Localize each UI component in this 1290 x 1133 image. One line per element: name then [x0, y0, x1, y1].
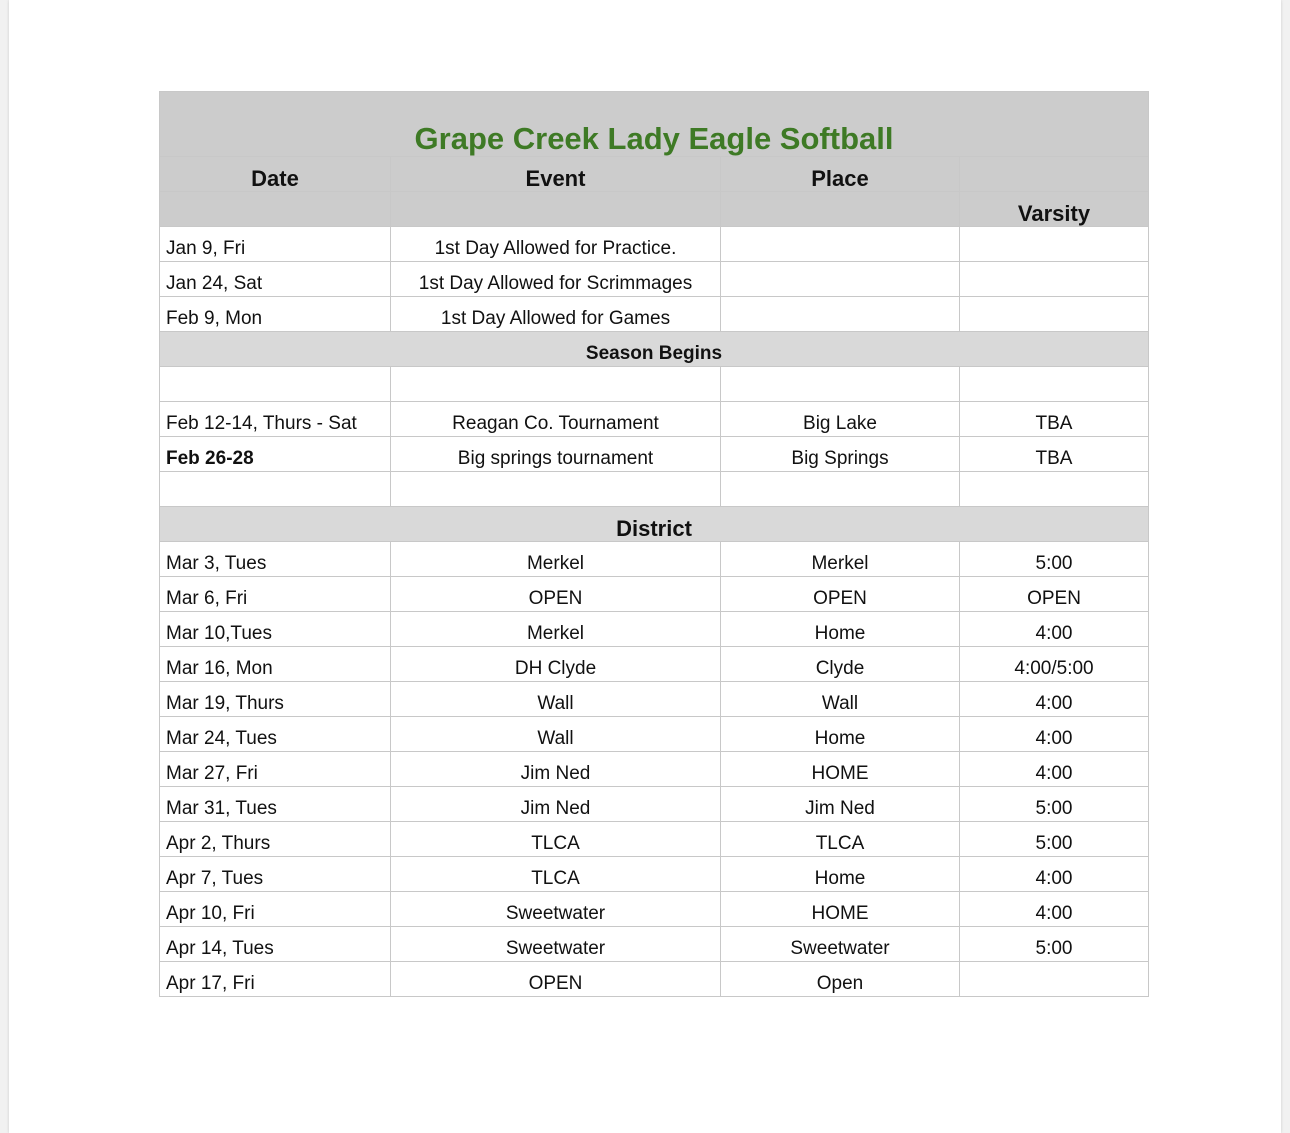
cell-varsity: 5:00 [960, 787, 1149, 822]
cell-varsity: 4:00 [960, 682, 1149, 717]
cell-place: Open [721, 962, 960, 997]
cell-place: Home [721, 717, 960, 752]
cell-event: Merkel [391, 542, 721, 577]
cell-blank [391, 472, 721, 507]
title-row [160, 92, 1149, 157]
section-district: District [160, 507, 1149, 542]
header-date: Date [160, 157, 391, 192]
cell-event: Reagan Co. Tournament [391, 402, 721, 437]
cell-blank [960, 367, 1149, 402]
cell-date: Feb 9, Mon [160, 297, 391, 332]
cell-place: HOME [721, 752, 960, 787]
table-row [160, 542, 1149, 577]
header-row-2 [160, 192, 1149, 227]
cell-varsity: 4:00 [960, 752, 1149, 787]
cell-place: HOME [721, 892, 960, 927]
cell-date: Jan 9, Fri [160, 227, 391, 262]
header-event: Event [391, 157, 721, 192]
cell-date: Feb 12-14, Thurs - Sat [160, 402, 391, 437]
cell-varsity: 4:00 [960, 892, 1149, 927]
cell-place: TLCA [721, 822, 960, 857]
cell-date: Mar 10,Tues [160, 612, 391, 647]
cell-varsity: TBA [960, 437, 1149, 472]
cell-place [721, 297, 960, 332]
cell-event: Merkel [391, 612, 721, 647]
cell-event: TLCA [391, 822, 721, 857]
table-row [160, 227, 1149, 262]
preseason-section [160, 227, 1149, 332]
cell-blank [160, 472, 391, 507]
cell-date: Apr 14, Tues [160, 927, 391, 962]
cell-place: Merkel [721, 542, 960, 577]
table-row [160, 612, 1149, 647]
cell-varsity: 5:00 [960, 822, 1149, 857]
cell-date: Mar 31, Tues [160, 787, 391, 822]
table-row [160, 822, 1149, 857]
header-blank [721, 192, 960, 227]
cell-varsity: 5:00 [960, 927, 1149, 962]
table-row [160, 402, 1149, 437]
table-row [160, 682, 1149, 717]
section-row [160, 332, 1149, 367]
cell-place: Big Lake [721, 402, 960, 437]
cell-varsity [960, 297, 1149, 332]
header-place: Place [721, 157, 960, 192]
table-row [160, 927, 1149, 962]
cell-event: Jim Ned [391, 752, 721, 787]
cell-varsity: OPEN [960, 577, 1149, 612]
cell-date: Apr 17, Fri [160, 962, 391, 997]
cell-event: Jim Ned [391, 787, 721, 822]
header-blank [960, 157, 1149, 192]
cell-event: Wall [391, 682, 721, 717]
blank-row [160, 367, 1149, 402]
cell-place: Sweetwater [721, 927, 960, 962]
cell-event: TLCA [391, 857, 721, 892]
table-row [160, 892, 1149, 927]
cell-date: Apr 10, Fri [160, 892, 391, 927]
tournament-section [160, 402, 1149, 472]
cell-event: Big springs tournament [391, 437, 721, 472]
table-row [160, 647, 1149, 682]
cell-date: Jan 24, Sat [160, 262, 391, 297]
table-row [160, 577, 1149, 612]
cell-varsity: TBA [960, 402, 1149, 437]
cell-event: Wall [391, 717, 721, 752]
section-season-begins: Season Begins [160, 332, 1149, 367]
cell-place: Jim Ned [721, 787, 960, 822]
cell-blank [721, 472, 960, 507]
cell-date: Mar 6, Fri [160, 577, 391, 612]
cell-blank [960, 472, 1149, 507]
cell-varsity: 5:00 [960, 542, 1149, 577]
header-varsity: Varsity [960, 192, 1149, 227]
cell-date: Mar 27, Fri [160, 752, 391, 787]
cell-place [721, 262, 960, 297]
district-section [160, 542, 1149, 997]
cell-date: Feb 26-28 [160, 437, 391, 472]
table-row [160, 717, 1149, 752]
section-row [160, 507, 1149, 542]
cell-date: Mar 24, Tues [160, 717, 391, 752]
schedule-table [159, 91, 1149, 997]
cell-varsity: 4:00/5:00 [960, 647, 1149, 682]
table-row [160, 437, 1149, 472]
cell-event: OPEN [391, 577, 721, 612]
cell-varsity: 4:00 [960, 857, 1149, 892]
cell-event: DH Clyde [391, 647, 721, 682]
cell-event: 1st Day Allowed for Games [391, 297, 721, 332]
cell-varsity: 4:00 [960, 717, 1149, 752]
table-row [160, 262, 1149, 297]
cell-event: Sweetwater [391, 892, 721, 927]
cell-place: Clyde [721, 647, 960, 682]
cell-place: Big Springs [721, 437, 960, 472]
cell-event: 1st Day Allowed for Practice. [391, 227, 721, 262]
table-row [160, 297, 1149, 332]
cell-date: Mar 16, Mon [160, 647, 391, 682]
cell-date: Apr 2, Thurs [160, 822, 391, 857]
table-row [160, 752, 1149, 787]
cell-place: Home [721, 612, 960, 647]
schedule-title: Grape Creek Lady Eagle Softball [160, 92, 1149, 157]
blank-row [160, 472, 1149, 507]
header-blank [391, 192, 721, 227]
header-blank [160, 192, 391, 227]
cell-varsity: 4:00 [960, 612, 1149, 647]
cell-date: Mar 19, Thurs [160, 682, 391, 717]
cell-event: Sweetwater [391, 927, 721, 962]
table-row [160, 787, 1149, 822]
cell-place: OPEN [721, 577, 960, 612]
cell-varsity [960, 262, 1149, 297]
table-row [160, 962, 1149, 997]
cell-date: Mar 3, Tues [160, 542, 391, 577]
table-row [160, 857, 1149, 892]
cell-blank [391, 367, 721, 402]
header-row [160, 157, 1149, 192]
cell-varsity [960, 227, 1149, 262]
cell-varsity [960, 962, 1149, 997]
cell-place: Home [721, 857, 960, 892]
document-page [9, 0, 1281, 1133]
cell-blank [721, 367, 960, 402]
cell-place: Wall [721, 682, 960, 717]
cell-place [721, 227, 960, 262]
cell-event: OPEN [391, 962, 721, 997]
cell-date: Apr 7, Tues [160, 857, 391, 892]
cell-event: 1st Day Allowed for Scrimmages [391, 262, 721, 297]
cell-blank [160, 367, 391, 402]
